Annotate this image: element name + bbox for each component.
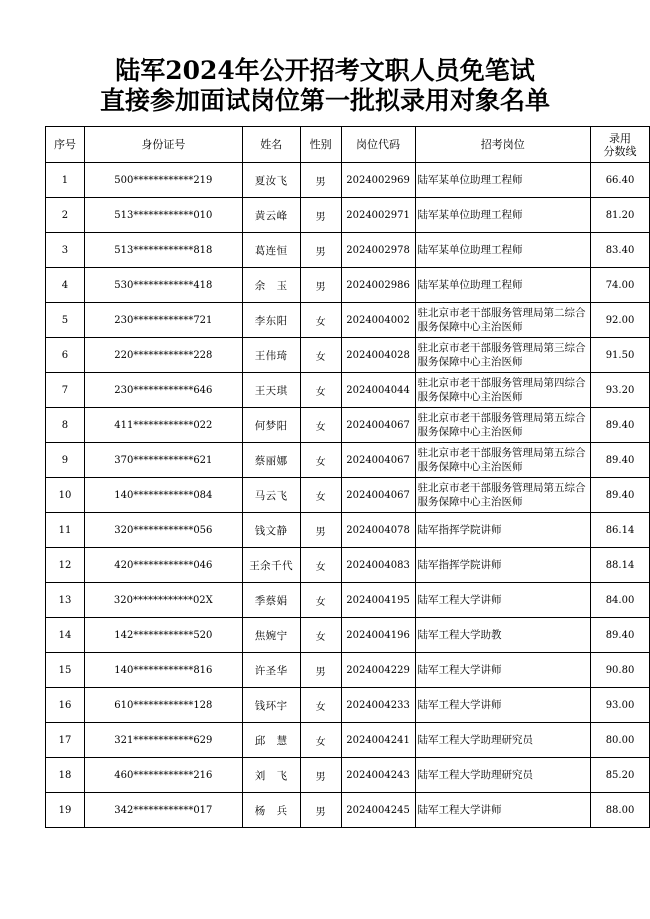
cell-position-code: 2024004078 — [341, 513, 415, 548]
cell-position: 驻北京市老干部服务管理局第四综合服务保障中心主治医师 — [415, 373, 591, 408]
cell-name: 杨 兵 — [242, 793, 300, 828]
table-row — [46, 513, 650, 548]
cell-score: 85.20 — [591, 758, 650, 793]
header-id: 身份证号 — [84, 127, 242, 163]
table-row — [46, 618, 650, 653]
table-body — [46, 163, 650, 828]
cell-gender: 女 — [300, 688, 341, 723]
cell-seq: 10 — [46, 478, 85, 513]
table-row — [46, 653, 650, 688]
cell-gender: 男 — [300, 163, 341, 198]
cell-position: 陆军某单位助理工程师 — [415, 198, 591, 233]
cell-position-code: 2024004067 — [341, 478, 415, 513]
cell-name: 许圣华 — [242, 653, 300, 688]
header-score-line1: 录用 — [609, 131, 632, 145]
cell-score: 90.80 — [591, 653, 650, 688]
cell-id-number: 530************418 — [84, 268, 242, 303]
cell-seq: 12 — [46, 548, 85, 583]
cell-position-code: 2024004245 — [341, 793, 415, 828]
title-line-1: 陆军2024年公开招考文职人员免笔试 — [115, 56, 535, 85]
cell-id-number: 220************228 — [84, 338, 242, 373]
cell-position: 陆军工程大学讲师 — [415, 583, 591, 618]
page-title — [0, 56, 650, 116]
cell-id-number: 230************646 — [84, 373, 242, 408]
cell-position-code: 2024002978 — [341, 233, 415, 268]
cell-score: 93.20 — [591, 373, 650, 408]
cell-score: 89.40 — [591, 478, 650, 513]
header-row — [46, 127, 650, 163]
cell-name: 余 玉 — [242, 268, 300, 303]
cell-gender: 男 — [300, 758, 341, 793]
cell-position: 驻北京市老干部服务管理局第二综合服务保障中心主治医师 — [415, 303, 591, 338]
cell-seq: 17 — [46, 723, 85, 758]
cell-score: 80.00 — [591, 723, 650, 758]
table-row — [46, 163, 650, 198]
cell-name: 夏汝飞 — [242, 163, 300, 198]
cell-position-code: 2024004229 — [341, 653, 415, 688]
cell-gender: 女 — [300, 583, 341, 618]
cell-name: 焦婉宁 — [242, 618, 300, 653]
table-row — [46, 408, 650, 443]
cell-seq: 3 — [46, 233, 85, 268]
candidate-table — [45, 126, 650, 828]
table-row — [46, 303, 650, 338]
cell-score: 93.00 — [591, 688, 650, 723]
cell-position-code: 2024004044 — [341, 373, 415, 408]
cell-gender: 男 — [300, 268, 341, 303]
cell-position-code: 2024004067 — [341, 408, 415, 443]
cell-seq: 9 — [46, 443, 85, 478]
cell-position: 陆军工程大学助教 — [415, 618, 591, 653]
cell-score: 89.40 — [591, 408, 650, 443]
cell-position: 陆军工程大学讲师 — [415, 793, 591, 828]
cell-seq: 19 — [46, 793, 85, 828]
cell-name: 蔡丽娜 — [242, 443, 300, 478]
cell-name: 何梦阳 — [242, 408, 300, 443]
cell-seq: 5 — [46, 303, 85, 338]
cell-id-number: 230************721 — [84, 303, 242, 338]
cell-position-code: 2024004241 — [341, 723, 415, 758]
cell-position-code: 2024004233 — [341, 688, 415, 723]
cell-name: 李东阳 — [242, 303, 300, 338]
header-position: 招考岗位 — [415, 127, 591, 163]
header-score-line2: 分数线 — [603, 144, 637, 158]
table-row — [46, 478, 650, 513]
cell-seq: 13 — [46, 583, 85, 618]
cell-position-code: 2024004028 — [341, 338, 415, 373]
cell-name: 葛连恒 — [242, 233, 300, 268]
cell-score: 74.00 — [591, 268, 650, 303]
cell-name: 钱环宇 — [242, 688, 300, 723]
cell-position: 陆军工程大学讲师 — [415, 688, 591, 723]
cell-position: 驻北京市老干部服务管理局第五综合服务保障中心主治医师 — [415, 443, 591, 478]
cell-position-code: 2024004002 — [341, 303, 415, 338]
table-row — [46, 583, 650, 618]
header-name: 姓名 — [242, 127, 300, 163]
cell-id-number: 460************216 — [84, 758, 242, 793]
cell-name: 黄云峰 — [242, 198, 300, 233]
cell-score: 89.40 — [591, 443, 650, 478]
cell-gender: 女 — [300, 478, 341, 513]
cell-seq: 16 — [46, 688, 85, 723]
cell-position: 陆军某单位助理工程师 — [415, 163, 591, 198]
cell-id-number: 513************818 — [84, 233, 242, 268]
cell-gender: 男 — [300, 653, 341, 688]
cell-name: 钱文静 — [242, 513, 300, 548]
cell-seq: 18 — [46, 758, 85, 793]
table-row — [46, 268, 650, 303]
cell-id-number: 411************022 — [84, 408, 242, 443]
cell-name: 王天琪 — [242, 373, 300, 408]
cell-id-number: 342************017 — [84, 793, 242, 828]
cell-position-code: 2024002969 — [341, 163, 415, 198]
cell-gender: 男 — [300, 233, 341, 268]
cell-id-number: 140************816 — [84, 653, 242, 688]
table-row — [46, 793, 650, 828]
cell-score: 84.00 — [591, 583, 650, 618]
cell-position-code: 2024004196 — [341, 618, 415, 653]
cell-position: 驻北京市老干部服务管理局第三综合服务保障中心主治医师 — [415, 338, 591, 373]
cell-name: 季蔡娟 — [242, 583, 300, 618]
cell-position-code: 2024002986 — [341, 268, 415, 303]
cell-score: 88.00 — [591, 793, 650, 828]
cell-id-number: 320************02X — [84, 583, 242, 618]
cell-id-number: 142************520 — [84, 618, 242, 653]
cell-score: 83.40 — [591, 233, 650, 268]
cell-position-code: 2024004083 — [341, 548, 415, 583]
cell-score: 91.50 — [591, 338, 650, 373]
table-row — [46, 688, 650, 723]
header-code: 岗位代码 — [341, 127, 415, 163]
table-row — [46, 198, 650, 233]
cell-position: 陆军工程大学助理研究员 — [415, 758, 591, 793]
header-score — [591, 127, 650, 163]
cell-position: 陆军某单位助理工程师 — [415, 268, 591, 303]
cell-gender: 女 — [300, 373, 341, 408]
cell-position-code: 2024004195 — [341, 583, 415, 618]
table-row — [46, 233, 650, 268]
cell-seq: 11 — [46, 513, 85, 548]
cell-name: 邱 慧 — [242, 723, 300, 758]
cell-id-number: 420************046 — [84, 548, 242, 583]
table-row — [46, 723, 650, 758]
cell-position: 陆军指挥学院讲师 — [415, 548, 591, 583]
title-line-2: 直接参加面试岗位第一批拟录用对象名单 — [99, 86, 550, 115]
cell-score: 89.40 — [591, 618, 650, 653]
table-row — [46, 548, 650, 583]
cell-score: 66.40 — [591, 163, 650, 198]
cell-position: 驻北京市老干部服务管理局第五综合服务保障中心主治医师 — [415, 408, 591, 443]
cell-seq: 14 — [46, 618, 85, 653]
table-row — [46, 758, 650, 793]
cell-name: 王伟琦 — [242, 338, 300, 373]
cell-position-code: 2024004067 — [341, 443, 415, 478]
cell-gender: 女 — [300, 303, 341, 338]
cell-seq: 8 — [46, 408, 85, 443]
cell-seq: 6 — [46, 338, 85, 373]
cell-id-number: 513************010 — [84, 198, 242, 233]
cell-score: 81.20 — [591, 198, 650, 233]
cell-name: 王余千代 — [242, 548, 300, 583]
cell-seq: 15 — [46, 653, 85, 688]
cell-position: 陆军某单位助理工程师 — [415, 233, 591, 268]
cell-seq: 1 — [46, 163, 85, 198]
table-row — [46, 338, 650, 373]
cell-position: 陆军指挥学院讲师 — [415, 513, 591, 548]
cell-name: 马云飞 — [242, 478, 300, 513]
cell-position-code: 2024002971 — [341, 198, 415, 233]
cell-id-number: 321************629 — [84, 723, 242, 758]
table-header — [46, 127, 650, 163]
cell-score: 86.14 — [591, 513, 650, 548]
table-row — [46, 373, 650, 408]
header-gender: 性别 — [300, 127, 341, 163]
cell-seq: 7 — [46, 373, 85, 408]
cell-gender: 男 — [300, 793, 341, 828]
cell-id-number: 610************128 — [84, 688, 242, 723]
cell-gender: 女 — [300, 548, 341, 583]
cell-seq: 4 — [46, 268, 85, 303]
cell-gender: 女 — [300, 408, 341, 443]
cell-id-number: 320************056 — [84, 513, 242, 548]
cell-position: 陆军工程大学讲师 — [415, 653, 591, 688]
cell-seq: 2 — [46, 198, 85, 233]
header-seq: 序号 — [46, 127, 85, 163]
cell-gender: 女 — [300, 723, 341, 758]
cell-id-number: 500************219 — [84, 163, 242, 198]
cell-score: 88.14 — [591, 548, 650, 583]
cell-gender: 女 — [300, 618, 341, 653]
cell-gender: 女 — [300, 338, 341, 373]
cell-name: 刘 飞 — [242, 758, 300, 793]
cell-position: 陆军工程大学助理研究员 — [415, 723, 591, 758]
cell-id-number: 140************084 — [84, 478, 242, 513]
table-row — [46, 443, 650, 478]
cell-position-code: 2024004243 — [341, 758, 415, 793]
cell-id-number: 370************621 — [84, 443, 242, 478]
cell-position: 驻北京市老干部服务管理局第五综合服务保障中心主治医师 — [415, 478, 591, 513]
cell-gender: 男 — [300, 198, 341, 233]
cell-gender: 男 — [300, 513, 341, 548]
cell-gender: 女 — [300, 443, 341, 478]
cell-score: 92.00 — [591, 303, 650, 338]
